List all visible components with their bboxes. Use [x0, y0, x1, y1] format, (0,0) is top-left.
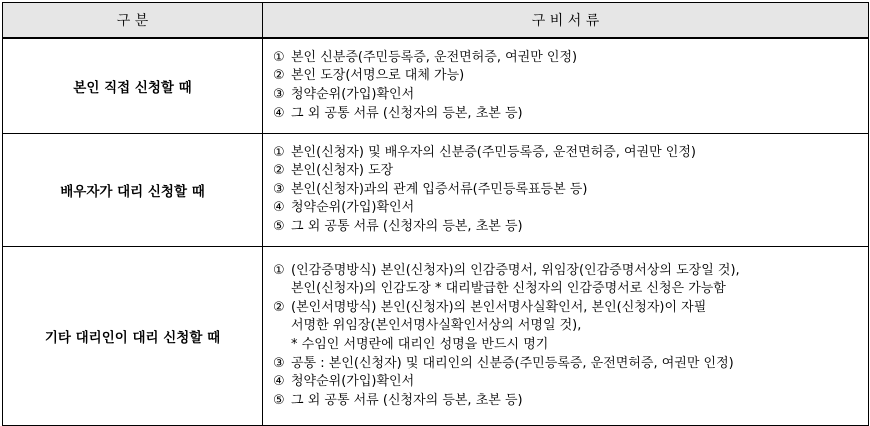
list-item: * 수임인 서명란에 대리인 성명을 반드시 명기: [291, 337, 549, 352]
list-item: ⑤ 그 외 공통 서류 (신청자의 등본, 초본 등): [273, 218, 523, 234]
table-header-row: [3, 3, 869, 39]
row-category: 배우자가 대리 신청할 때: [3, 134, 263, 247]
list-item: ① 본인 신분증(주민등록증, 운전면허증, 여권만 인정): [273, 49, 578, 65]
list-item: ③ 공통 : 본인(신청자) 및 대리인의 신분증(주민등록증, 운전면허증, 여권만 인정): [273, 355, 734, 371]
row-category: 본인 직접 신청할 때: [3, 38, 263, 134]
list-item: ② 본인 도장(서명으로 대체 가능): [273, 68, 465, 84]
list-item: ① 본인(신청자) 및 배우자의 신분증(주민등록증, 운전면허증, 여권만 인정): [273, 144, 696, 160]
table-row: [3, 247, 869, 426]
list-item: ③ 본인(신청자)과의 관계 입증서류(주민등록표등본 등): [273, 181, 588, 197]
list-item: 본인(신청자)의 인감도장 * 대리발급한 신청자의 인감증명서로 신청은 가능함: [291, 281, 726, 297]
header-documents: 구 비 서 류: [263, 3, 869, 39]
header-category: 구 분: [3, 3, 263, 39]
list-item: 서명한 위임장(본인서명사실확인서상의 서명일 것),: [291, 318, 582, 334]
table-row: [3, 134, 869, 247]
list-item: ④ 청약순위(가입)확인서: [273, 374, 415, 390]
row-documents: [263, 247, 869, 426]
list-item: ④ 그 외 공통 서류 (신청자의 등본, 초본 등): [273, 105, 523, 121]
table-row: [3, 38, 869, 134]
list-item: ④ 청약순위(가입)확인서: [273, 200, 415, 216]
list-item: ① (인감증명방식) 본인(신청자)의 인감증명서, 위임장(인감증명서상의 도장일 것),: [273, 262, 740, 278]
documents-table: [2, 2, 869, 426]
row-category: 기타 대리인이 대리 신청할 때: [3, 247, 263, 426]
row-documents: [263, 134, 869, 247]
row-documents: [263, 38, 869, 134]
list-item: ② (본인서명방식) 본인(신청자)의 본인서명사실확인서, 본인(신청자)이 자필: [273, 299, 707, 315]
list-item: ② 본인(신청자) 도장: [273, 163, 394, 179]
list-item: ③ 청약순위(가입)확인서: [273, 87, 415, 102]
list-item: ⑤ 그 외 공통 서류 (신청자의 등본, 초본 등): [273, 392, 523, 408]
